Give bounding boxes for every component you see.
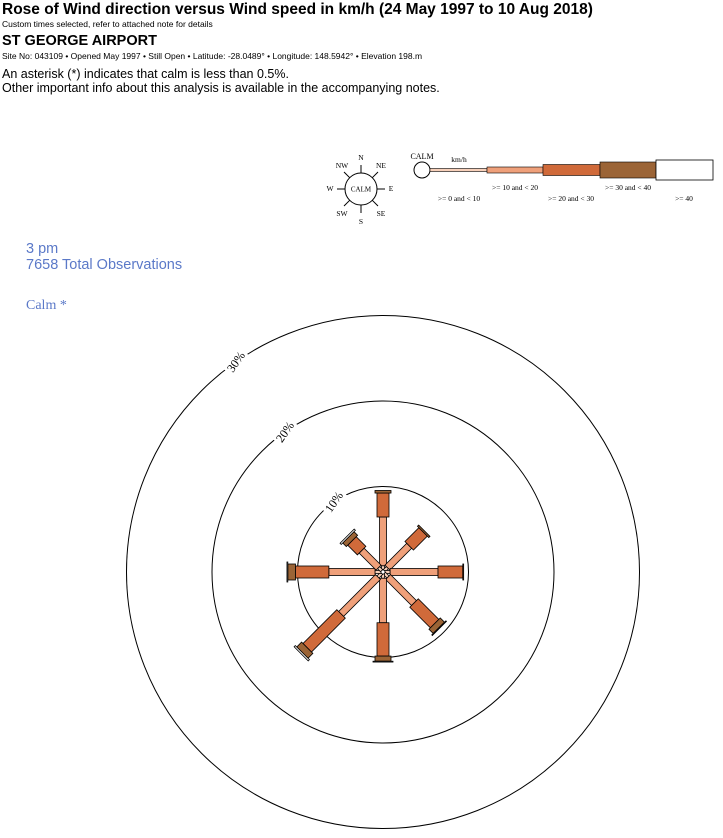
compass-label-s: S — [358, 217, 364, 226]
legend-swatch-bin-1 — [487, 167, 543, 173]
petal-e — [385, 564, 464, 580]
legend — [410, 152, 713, 203]
rose-ring-label-20: 20% — [272, 418, 297, 445]
legend-swatch-bin-2 — [543, 165, 600, 176]
compass-tick-ne — [372, 172, 378, 178]
petal-s-bin-1 — [380, 578, 387, 622]
rose-ring-20 — [212, 401, 554, 743]
legend-label-bin-2: >= 20 and < 30 — [547, 194, 595, 203]
petal-e-bin-2 — [438, 566, 463, 578]
compass-label-n: N — [358, 153, 364, 162]
compass-tick-se — [372, 200, 378, 206]
legend-label-bin-4: >= 40 — [675, 194, 693, 203]
petal-e-bin-3 — [463, 564, 464, 580]
petal-ne-bin-1 — [385, 543, 412, 570]
calm-value: Calm * — [26, 298, 67, 313]
compass-label-w: W — [326, 184, 334, 193]
petal-se-bin-1 — [386, 575, 417, 606]
petal-sw-bin-1 — [339, 575, 381, 617]
petal-w-bin-3 — [288, 564, 296, 580]
petal-s-bin-4 — [373, 661, 393, 662]
calm-asterisk-note: An asterisk (*) indicates that calm is less than 0.5%. — [2, 67, 289, 81]
petal-n-bin-2 — [377, 493, 389, 517]
petal-n — [375, 490, 391, 570]
accompanying-notes-text: Other important info about this analysis is available in the accompanying notes. — [2, 81, 440, 95]
rose-ring-label-30: 30% — [223, 348, 248, 375]
custom-times-note: Custom times selected, refer to attached note for details — [2, 19, 213, 29]
petal-w-bin-2 — [296, 566, 329, 578]
legend-swatch-bin-0 — [430, 169, 487, 172]
compass-tick-sw — [344, 200, 350, 206]
page-title: Rose of Wind direction versus Wind speed in km/h (24 May 1997 to 10 Aug 2018) — [2, 1, 593, 18]
petal-w-bin-1 — [329, 569, 375, 576]
legend-swatch-bin-4 — [656, 160, 713, 180]
compass-center-calm: CALM — [350, 185, 372, 194]
legend-calm-circle — [414, 162, 430, 178]
petal-n-bin-1 — [380, 517, 387, 566]
compass-label-nw: NW — [335, 161, 349, 170]
petal-e-bin-1 — [390, 569, 438, 576]
rose-ring-30 — [127, 316, 640, 829]
compass-label-ne: NE — [376, 161, 386, 170]
petal-nw-bin-1 — [359, 548, 381, 570]
legend-swatch-bin-3 — [600, 162, 656, 178]
legend-calm-label: CALM — [410, 152, 434, 161]
petal-w — [287, 562, 381, 582]
compass-icon — [326, 153, 393, 226]
rose-ring-label-10: 10% — [321, 488, 347, 515]
petal-s-bin-2 — [377, 623, 389, 656]
rose-petals — [287, 490, 464, 662]
legend-unit: km/h — [451, 155, 467, 164]
legend-label-bin-3: >= 30 and < 40 — [604, 183, 652, 192]
station-name: ST GEORGE AIRPORT — [2, 33, 157, 49]
site-info: Site No: 043109 • Opened May 1997 • Still Open • Latitude: -28.0489° • Longitude: 148.5942° • Elevation 198.m — [2, 51, 423, 61]
compass-tick-nw — [344, 172, 350, 178]
rose-rings — [127, 316, 640, 829]
legend-label-bin-1: >= 10 and < 20 — [491, 183, 539, 192]
petal-s — [373, 574, 393, 662]
time-of-day: 3 pm — [26, 241, 59, 257]
petal-n-bin-3 — [375, 490, 391, 493]
total-observations: 7658 Total Observations — [26, 257, 183, 273]
compass-label-sw: SW — [336, 209, 348, 218]
compass-label-se: SE — [376, 209, 386, 218]
petal-w-bin-4 — [287, 562, 288, 582]
compass-label-e: E — [388, 184, 394, 193]
legend-label-bin-0: >= 0 and < 10 — [437, 194, 481, 203]
petal-s-bin-3 — [375, 656, 391, 661]
